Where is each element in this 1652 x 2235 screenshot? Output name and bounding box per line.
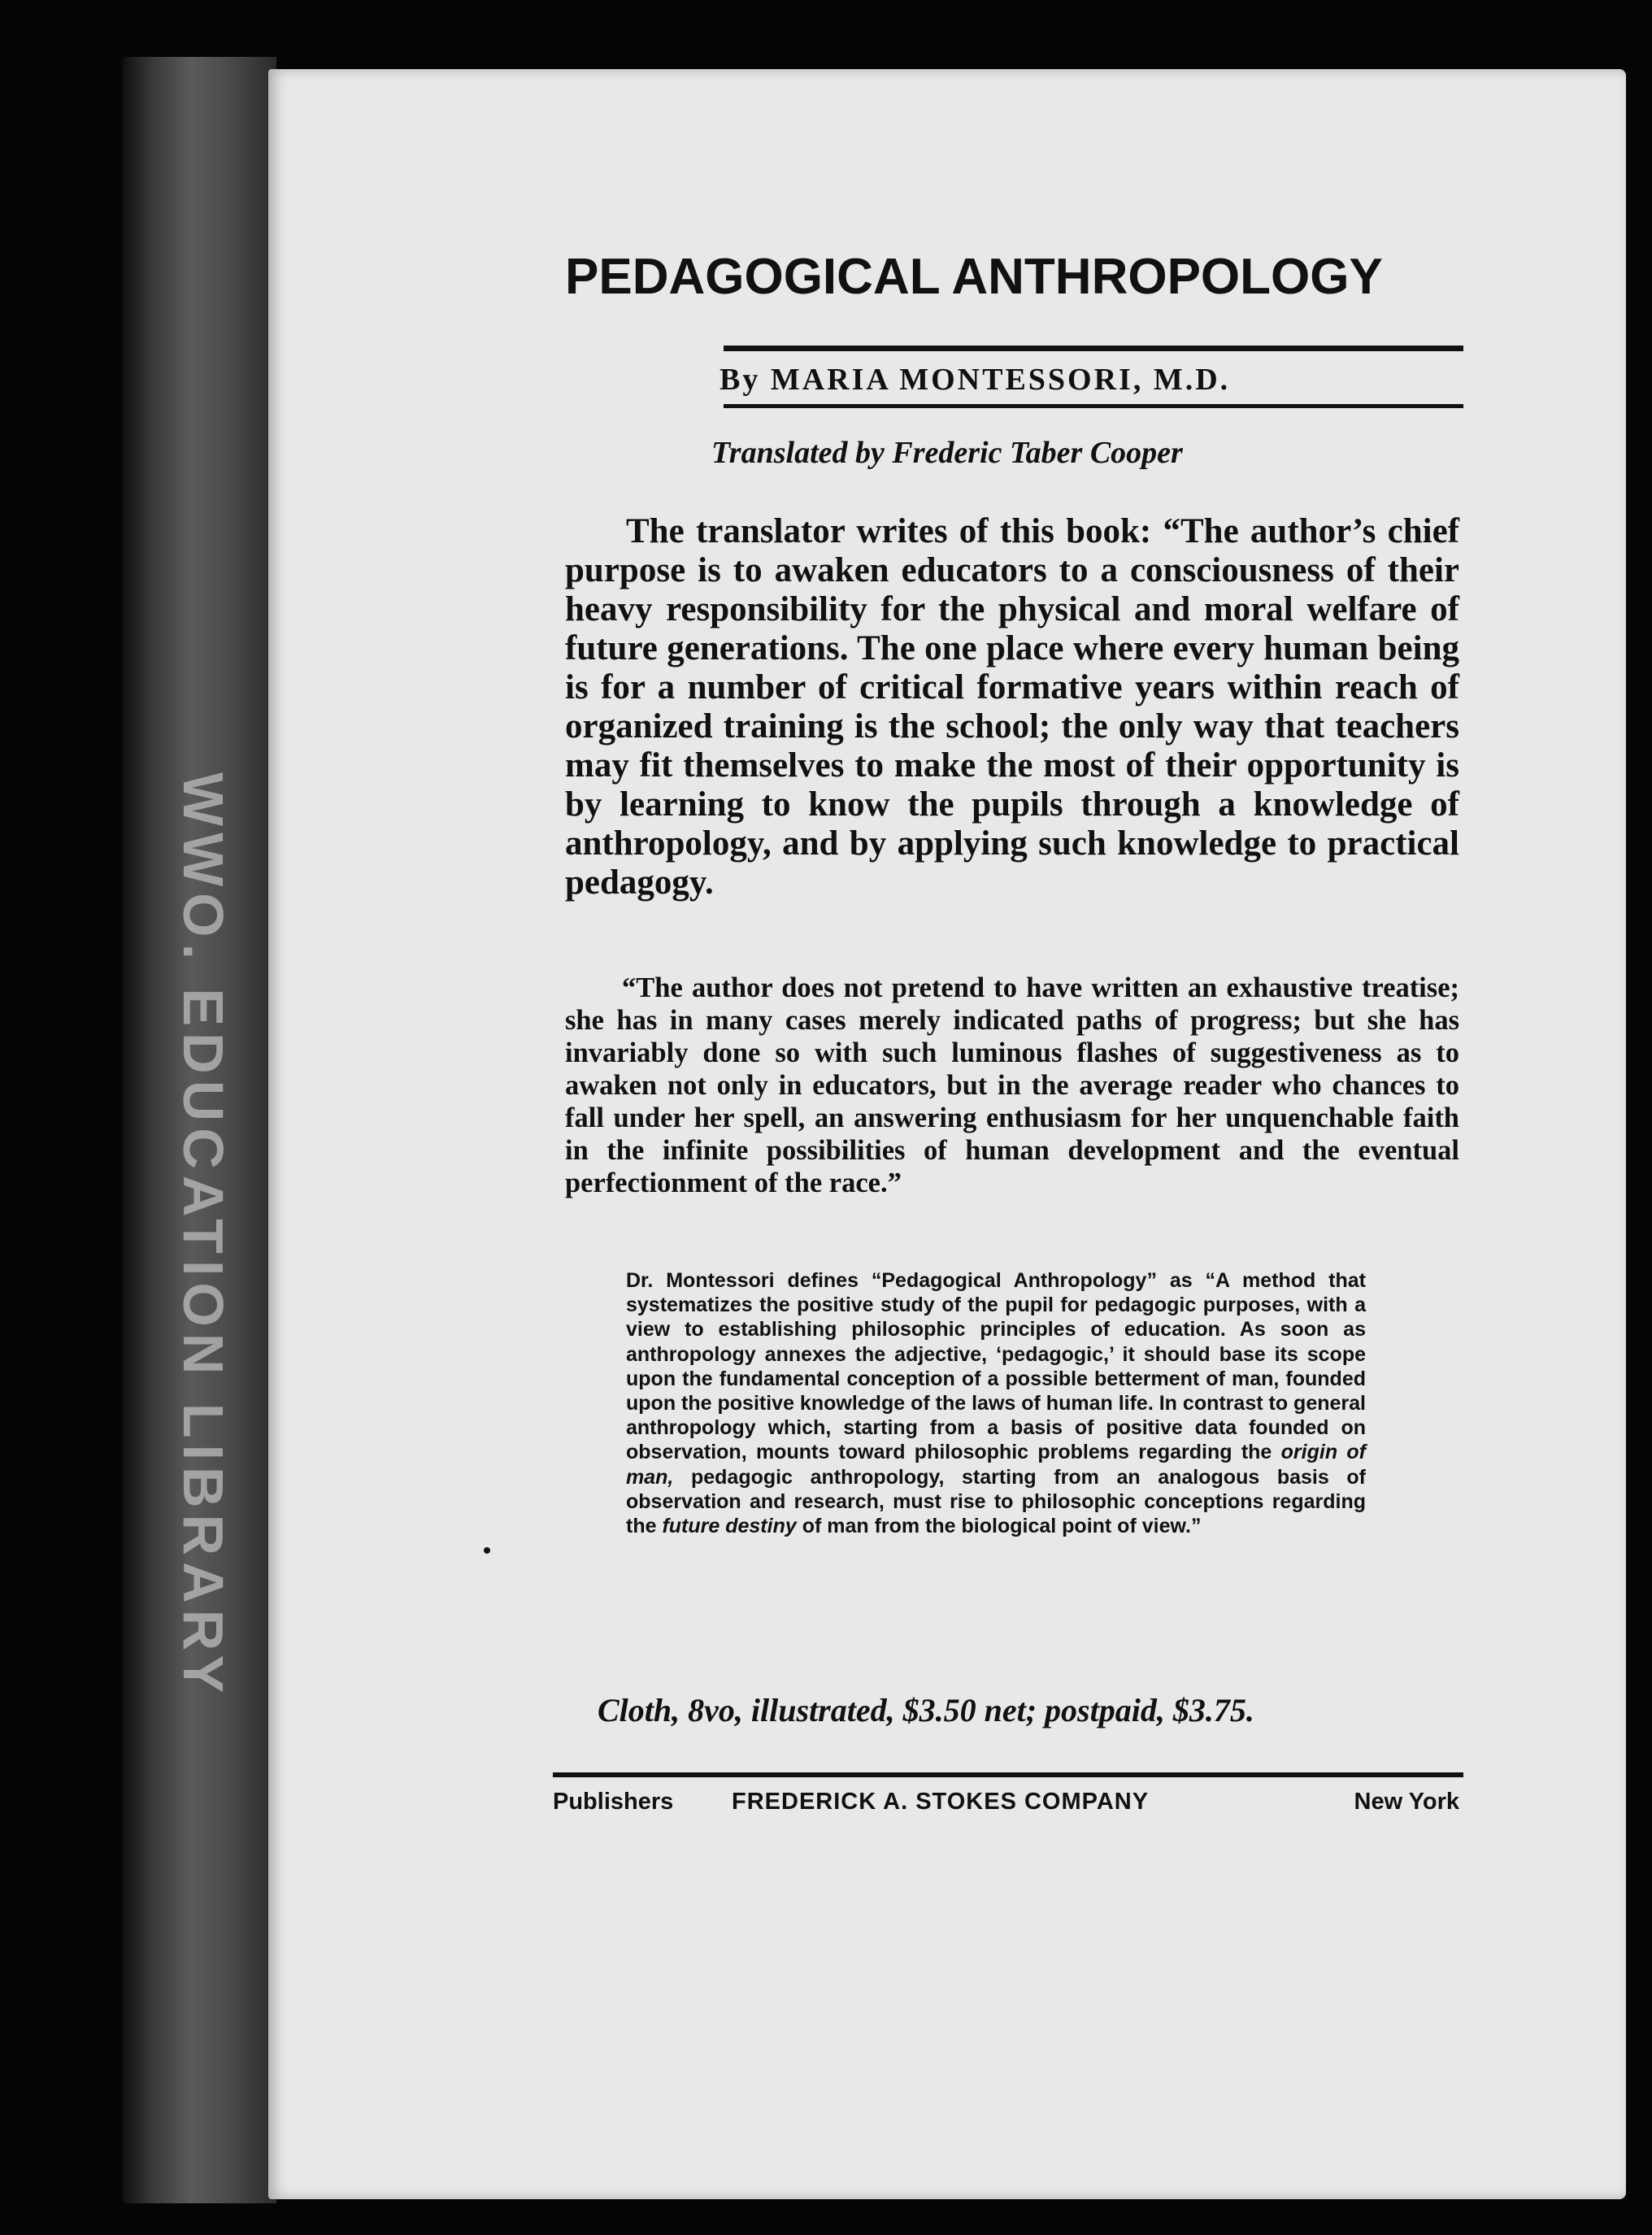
publisher-name: FREDERICK A. STOKES COMPANY xyxy=(732,1789,1150,1815)
title-rule xyxy=(724,346,1463,351)
definition-emphasis-origin: origin of man, xyxy=(626,1441,1366,1489)
author-line: By MARIA MONTESSORI, M.D. xyxy=(719,363,1231,397)
ink-speck xyxy=(484,1547,490,1554)
definition-text-1: Dr. Montessori defines “Pedagogical Anthropology” as “A method that systematizes the positive study of the pupil for pedagogic purposes, with a view to establishing philosophic principles of education. As soon as anthropology annexes the adjective, ‘pedagogic,’ it should base its scope upon the fundamental conception of a possible betterment of man, founded upon the positive knowledge of the laws of human life. In contrast to general anthropology which, starting from a basis of positive data founded on observation, mounts toward philosophic problems regarding the xyxy=(626,1269,1366,1464)
book-page xyxy=(268,69,1626,2199)
body-paragraph-2: “The author does not pretend to have written an exhaustive treatise; she has in many cases merely indicated paths of progress; but she has invariably done so with such luminous flashes of suggestiveness as to awaken not only in educators, but in the average reader who chances to fall under her spell, an answering enthusiasm for her unquenchable faith in the infinite possibilities of human development and the eventual perfectionment of the race.” xyxy=(565,972,1459,1198)
author-rule xyxy=(724,404,1463,408)
definition-emphasis-destiny: future destiny xyxy=(662,1515,797,1538)
definition-text-2: pedagogic anthropology, starting from an analogous basis of observation and research, must rise to philosophic conceptions regarding the xyxy=(626,1465,1366,1538)
definition-paragraph xyxy=(626,1268,1366,1538)
body-paragraph-1: The translator writes of this book: “The author’s chief purpose is to awaken educators to a consciousness of their heavy responsibility for the physical and moral welfare of future generations. The one place where every human being is for a number of critical formative years within reach of organized training is the school; the only way that teachers may fit themselves to make the most of their opportunity is by learning to know the pupils through a knowledge of anthropology, and by applying such knowledge to practical pedagogy. xyxy=(565,512,1459,902)
page-content xyxy=(268,69,1626,2199)
spine-label: WWO. EDUCATION LIBRARY xyxy=(172,772,235,1700)
translator-line: Translated by Frederic Taber Cooper xyxy=(711,436,1183,470)
publisher-label: Publishers xyxy=(553,1789,674,1815)
page-title: PEDAGOGICAL ANTHROPOLOGY xyxy=(565,249,1383,305)
publisher-rule xyxy=(553,1772,1463,1777)
price-line: Cloth, 8vo, illustrated, $3.50 net; postpaid, $3.75. xyxy=(598,1692,1254,1728)
publisher-city: New York xyxy=(1354,1789,1459,1815)
definition-text-3: of man from the biological point of view.” xyxy=(796,1515,1202,1538)
